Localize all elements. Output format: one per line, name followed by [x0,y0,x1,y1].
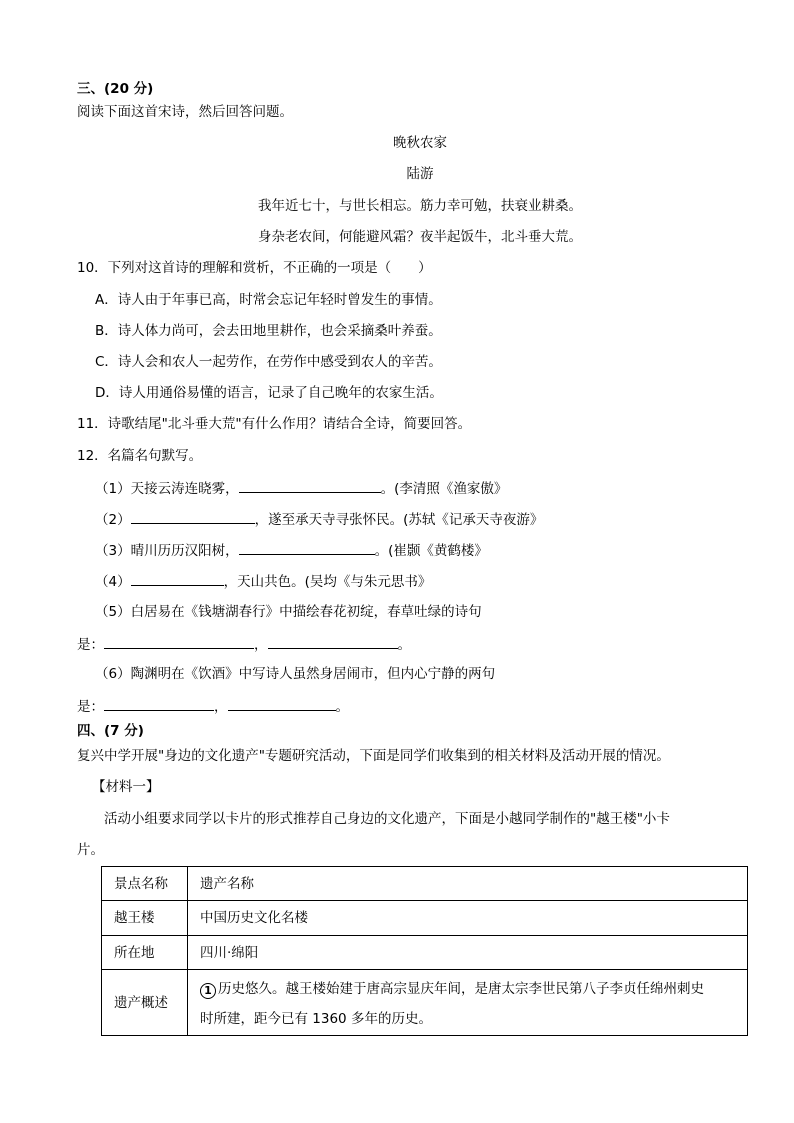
table-row [102,867,748,901]
answer-blank[interactable] [131,509,255,524]
poem-title: 晚秋农家 [393,135,447,151]
q12-item-6-text: （6）陶渊明在《饮酒》中写诗人虽然身居闹市，但内心宁静的两句 [95,666,496,682]
q12-item-3 [95,540,488,560]
table-cell: 遗产名称 [188,867,748,901]
q12-item-6-answer [77,696,349,716]
q12-item-6-comma: ， [214,699,228,715]
section3-instruction: 阅读下面这首宋诗，然后回答问题。 [77,104,293,120]
table-row [102,901,748,936]
q12-item-2-suffix: ，遂至承天寺寻张怀民。(苏轼《记承天寺夜游》 [254,512,544,528]
q12-item-5-is: 是： [77,637,104,653]
answer-blank[interactable] [131,571,224,586]
q12-item-5-text: （5）白居易在《钱塘湖春行》中描绘春花初绽，春草吐绿的诗句 [95,604,482,620]
overview-line-1 [200,974,747,1004]
q12-item-4-suffix: ，天山共色。(吴均《与朱元思书》 [223,574,432,590]
table-cell [188,970,748,1036]
section3-heading: 三、(20 分) [77,81,154,97]
section4-heading: 四、(7 分) [77,723,144,739]
table-cell: 景点名称 [102,867,188,901]
answer-blank[interactable] [104,696,214,711]
overview-line-2: 时所建，距今已有 1360 多年的历史。 [200,1010,432,1027]
q12-item-4-prefix: （4） [95,574,131,590]
q12-stem: 12．名篇名句默写。 [77,448,203,464]
material-one-text-line-2: 片。 [77,842,104,858]
answer-blank[interactable] [239,540,375,555]
table-cell: 越王楼 [102,901,188,936]
q12-item-6-is: 是： [77,699,104,715]
q12-item-2 [95,509,543,529]
table-row [102,936,748,970]
q12-item-6-end: 。 [335,699,349,715]
q10-option-d: D．诗人用通俗易懂的语言，记录了自己晚年的农家生活。 [95,385,443,401]
poem-author: 陆游 [406,166,434,182]
material-one-label: 【材料一】 [92,779,160,795]
table-cell: 所在地 [102,936,188,970]
answer-blank[interactable] [268,634,398,649]
q12-item-1-prefix: （1）天接云涛连晓雾， [95,481,239,497]
q11-stem: 11．诗歌结尾"北斗垂大荒"有什么作用？请结合全诗，简要回答。 [77,416,472,432]
overview-text-1: 历史悠久。越王楼始建于唐高宗显庆年间，是唐太宗李世民第八子李贞任绵州刺史 [218,980,704,997]
q12-item-4 [95,571,431,591]
q12-item-5-answer [77,634,411,654]
q12-item-2-prefix: （2） [95,512,131,528]
answer-blank[interactable] [228,696,336,711]
material-one-text-line-1: 活动小组要求同学以卡片的形式推荐自己身边的文化遗产，下面是小越同学制作的"越王楼"小卡 [104,811,670,827]
section4-intro: 复兴中学开展"身边的文化遗产"专题研究活动，下面是同学们收集到的相关材料及活动开展的情况。 [77,748,670,764]
q12-item-5-comma: ， [254,637,268,653]
q12-item-3-suffix: 。(崔颢《黄鹤楼》 [374,543,488,559]
q10-option-b: B．诗人体力尚可，会去田地里耕作，也会采摘桑叶养蚕。 [95,323,442,339]
poem-line-2: 身杂老农间，何能避风霜？夜半起饭牛，北斗垂大荒。 [258,229,582,245]
q10-stem: 10．下列对这首诗的理解和赏析，不正确的一项是（ ） [77,260,432,276]
circled-number-marker: 1 [200,983,216,999]
poem-line-1: 我年近七十，与世长相忘。筋力幸可勉，扶衰业耕桑。 [258,198,582,214]
table-row [102,970,748,1036]
q10-option-c: C．诗人会和农人一起劳作，在劳作中感受到农人的辛苦。 [95,354,442,370]
answer-blank[interactable] [104,634,254,649]
q12-item-1 [95,478,507,498]
q12-item-1-suffix: 。(李清照《渔家傲》 [380,481,508,497]
q10-option-a: A．诗人由于年事已高，时常会忘记年轻时曾发生的事情。 [95,292,442,308]
answer-blank[interactable] [239,478,381,493]
table-cell: 遗产概述 [102,970,188,1036]
heritage-card-table [101,866,748,1036]
q12-item-3-prefix: （3）晴川历历汉阳树， [95,543,239,559]
table-cell: 四川·绵阳 [188,936,748,970]
q12-item-5-end: 。 [397,637,411,653]
table-cell: 中国历史文化名楼 [188,901,748,936]
